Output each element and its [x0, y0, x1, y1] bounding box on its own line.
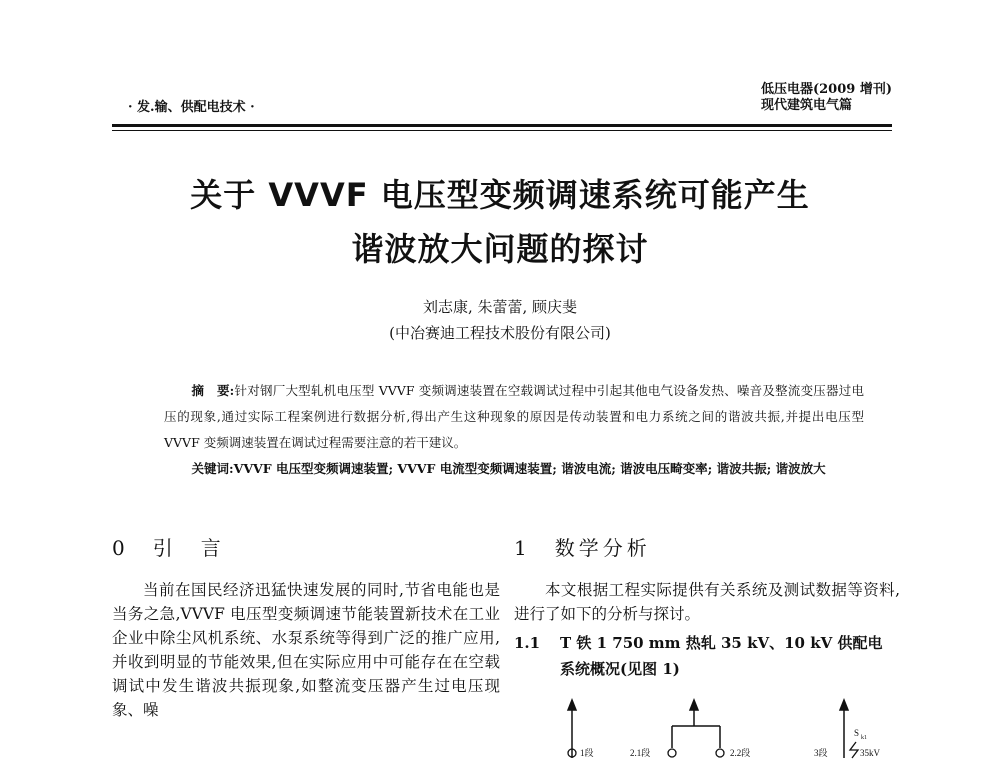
subsection-1-1-heading: [514, 630, 900, 682]
source-symbol: [850, 742, 858, 758]
feeder-arrow-mid-head: [690, 700, 698, 710]
label-35kv: 35kV: [860, 748, 880, 758]
section-0-heading: 0 引 言: [112, 536, 225, 560]
label-bus-1: 1段: [580, 748, 594, 758]
header-rule-thick: [112, 124, 892, 127]
right-column: [514, 532, 900, 682]
subsection-title-line1: T 铁 1 750 mm 热轧 35 kV、10 kV 供配电: [560, 634, 883, 652]
authors: 刘志康, 朱蕾蕾, 顾庆斐: [422, 298, 578, 316]
journal-name: 低压电器(2009 增刊): [760, 82, 892, 97]
figure-1-power-diagram: [514, 696, 900, 760]
label-sk-sub: k1: [861, 735, 867, 741]
keywords-text: VVVF 电压型变频调速装置; VVVF 电流型变频调速装置; 谐波电流; 谐波电压畸变率; 谐波共振; 谐波放大: [233, 461, 826, 476]
header-rule-thin: [112, 130, 892, 131]
left-column: [112, 532, 500, 722]
running-header-journal: [761, 82, 892, 114]
section-1-text: 本文根据工程实际提供有关系统及测试数据等资料,进行了如下的分析与探讨。: [514, 581, 900, 623]
title-line-1: 关于 VVVF 电压型变频调速系统可能产生: [190, 176, 810, 214]
node-2-2: [716, 749, 724, 757]
abstract: [164, 378, 864, 456]
journal-issue: 现代建筑电气篇: [760, 98, 852, 113]
subsection-number: 1.1: [514, 634, 541, 652]
abstract-text: 针对钢厂大型轧机电压型 VVVF 变频调速装置在空载调试过程中引起其他电气设备发热、噪音及整流变压器过电压的现象,通过实际工程案例进行数据分析,得出产生这种现象的原因是传动装置和电力系统之间的谐波共振,并提出电压型 VVVF 变频调速装置在调试过程需要注意的若干建议。: [164, 383, 864, 450]
abstract-label: 摘 要:: [191, 383, 235, 398]
article-title: [100, 168, 900, 276]
label-bus-2-1: 2.1段: [630, 748, 651, 758]
keywords: [164, 456, 864, 482]
affiliation: (中冶赛迪工程技术股份有限公司): [389, 324, 611, 342]
label-bus-2-2: 2.2段: [730, 748, 751, 758]
subsection-title-line2: 系统概况(见图 1): [560, 660, 680, 678]
keywords-label: 关键词:: [191, 461, 234, 476]
title-line-2: 谐波放大问题的探讨: [351, 230, 649, 268]
section-1-heading: 1 数学分析: [514, 536, 651, 560]
node-2-1: [668, 749, 676, 757]
section-0-text: 当前在国民经济迅猛快速发展的同时,节省电能也是当务之急,VVVF 电压型变频调速节能装置新技术在工业企业中除尘风机系统、水泵系统等得到广泛的推广应用,并收到明显的节能效果,但在实际应用中可能存在在空载调试中发生谐波共振现象,如整流变压器产生过电压现象、噪: [112, 581, 500, 719]
running-header-section: · 发.输、供配电技术 ·: [128, 100, 255, 115]
abstract-block: [164, 378, 864, 482]
label-sk: S: [854, 728, 860, 738]
feeder-arrow-right-head: [840, 700, 848, 710]
feeder-arrow-left-head: [568, 700, 576, 710]
label-bus-3: 3段: [814, 748, 828, 758]
